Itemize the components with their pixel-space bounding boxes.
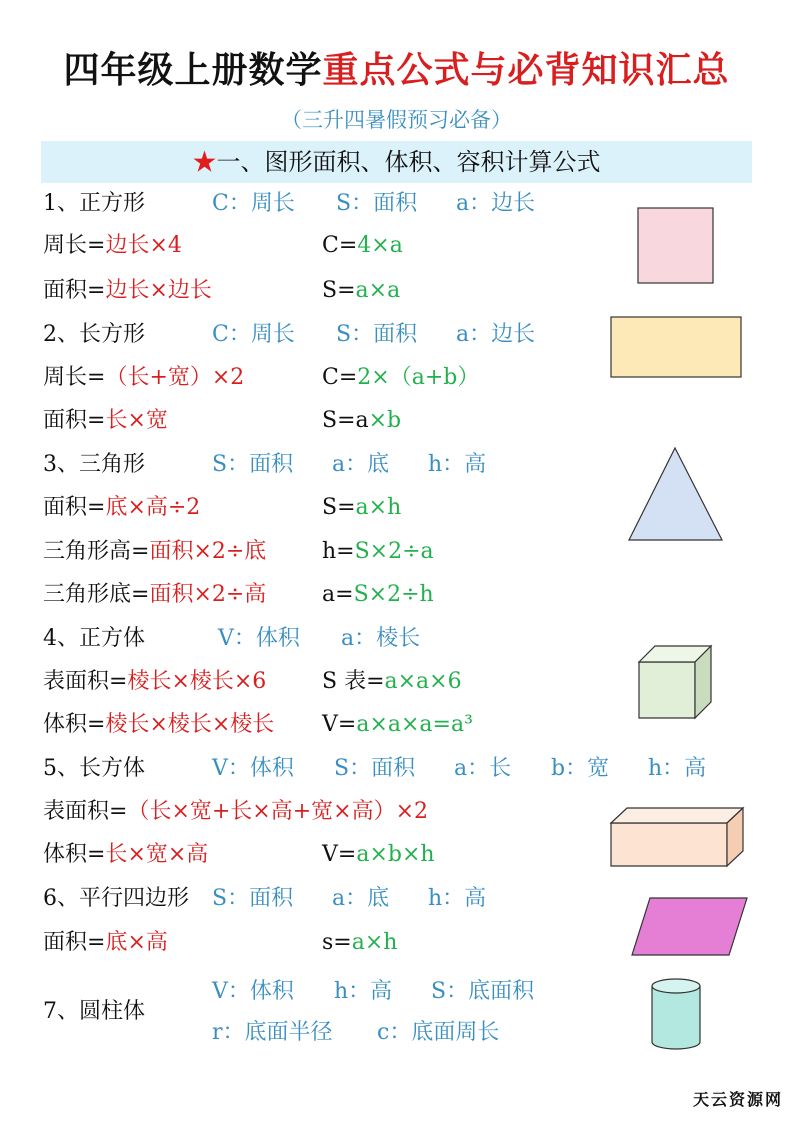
s3-r2-key: 三角形高= [43,539,150,564]
parallelogram-icon [630,896,750,958]
s4-r2-f2: a×a×a=a³ [356,712,473,737]
s1-legend-c: C：周长 [212,191,295,216]
s5-r1-key: 表面积= [43,799,128,824]
s4-r1-formula [322,667,462,697]
s5-r2-key: 体积= [43,842,106,867]
s2-r1-f1: C= [322,365,358,390]
s5-r2-f2: a×b×h [356,842,435,867]
s5-r1-value: （长×宽+长×高+宽×高）×2 [127,799,429,824]
s2-r1-f2: 2×（a+b） [357,365,480,390]
s6-name: 6、平行四边形 [43,886,189,911]
s3-r3-formula [322,580,434,610]
s3-r3-f1: a= [322,582,354,607]
s3-r2-formula [322,537,434,567]
title-red: 重点公式与必背知识汇总 [322,50,730,91]
s2-legend-c: C：周长 [212,322,295,347]
section-banner [41,141,752,183]
s2-r1-key: 周长= [43,365,106,390]
s2-r2-value: 长×宽 [105,408,168,433]
s4-r2-formula [322,710,473,740]
s2-r2-key: 面积= [43,408,106,433]
s2-r1-value: （长+宽）×2 [105,365,245,390]
s4-r1-value: 棱长×棱长×6 [127,669,267,694]
s6-legend-h: h：高 [428,886,487,911]
s7-legend-v: V：体积 [212,979,294,1004]
s3-r3-f2: S×2÷h [353,582,434,607]
cube-icon [637,642,717,722]
s5-r2-f1: V= [322,842,357,867]
s6-r1-formula [322,928,397,958]
s6-legend-s: S：面积 [212,886,294,911]
s3-legend-a: a：底 [332,452,390,477]
s4-r1-key: 表面积= [43,669,128,694]
s5-row2 [43,840,435,870]
section-label: 一、图形面积、体积、容积计算公式 [216,148,601,176]
cuboid-icon [609,806,745,870]
s4-r1-f2: a×a×6 [384,669,462,694]
s6-row1 [43,928,398,958]
square-icon [637,207,717,287]
s3-r1-f1: S= [322,495,356,520]
s4-legend-v: V：体积 [218,626,300,651]
s2-row2 [43,406,402,436]
s1-r1-f1: C= [322,233,358,258]
s1-r2-f2: a×a [355,278,401,303]
s3-r1-f2: a×h [355,495,402,520]
s6-r1-key: 面积= [43,930,106,955]
s1-row1 [43,231,403,261]
s3-r1-key: 面积= [43,495,106,520]
s5-name: 5、长方体 [43,756,145,781]
cylinder-icon [650,978,702,1052]
s2-legend-a: a：边长 [456,322,536,347]
s3-header [43,450,487,480]
s2-name: 2、长方形 [43,322,145,347]
s5-legend-s: S：面积 [334,756,416,781]
s5-row1 [43,797,428,827]
s3-r3-value: 面积×2÷高 [149,582,267,607]
s4-r1-f1: S 表= [322,669,385,694]
s1-name: 1、正方形 [43,191,145,216]
s5-legend-b: b：宽 [551,756,610,781]
s2-row1 [43,363,480,393]
s1-r1-key: 周长= [43,233,106,258]
s6-header [43,884,487,914]
watermark: 天云资源网 [692,1090,783,1109]
s1-row2 [43,276,401,306]
s2-r2-formula [322,406,401,436]
s4-header [43,624,421,654]
s4-r2-value: 棱长×棱长×棱长 [105,712,275,737]
s3-r3-key: 三角形底= [43,582,150,607]
s5-r2-formula [322,840,435,870]
s3-row2 [43,537,434,567]
s2-header [43,320,536,350]
s3-legend-h: h：高 [428,452,487,477]
s4-name: 4、正方体 [43,626,145,651]
s6-r1-value: 底×高 [105,930,168,955]
s4-legend-a: a：棱长 [341,626,421,651]
s2-r2-f2: ×b [368,408,402,433]
s5-header [43,754,707,784]
s1-header [43,189,536,219]
s4-row1 [43,667,462,697]
s6-r1-f2: a×h [351,930,398,955]
triangle-icon [627,446,725,544]
s7-legend-h: h：高 [334,979,393,1004]
s4-r2-f1: V= [322,712,357,737]
s3-name: 3、三角形 [43,452,145,477]
s3-r1-formula [322,493,401,523]
s7-legend-c: c：底面周长 [377,1020,500,1045]
s1-r2-value: 边长×边长 [105,278,212,303]
s5-r2-value: 长×宽×高 [105,842,209,867]
s7-legend-s: S：底面积 [431,979,535,1004]
s5-legend-h: h：高 [648,756,707,781]
s2-r1-formula [322,363,479,393]
star-icon: ★ [192,148,217,176]
s3-row1 [43,493,402,523]
s3-r2-f2: S×2÷a [354,539,434,564]
s3-r2-value: 面积×2÷底 [149,539,267,564]
s1-legend-a: a：边长 [456,191,536,216]
s4-row2 [43,710,473,740]
title-black: 四年级上册数学 [63,50,323,91]
s7-name: 7、圆柱体 [43,999,145,1024]
s1-r2-f1: S= [322,278,356,303]
s1-r1-f2: 4×a [357,233,403,258]
s3-r2-f1: h= [322,539,355,564]
s4-r2-key: 体积= [43,712,106,737]
s3-row3 [43,580,434,610]
subtitle: （三升四暑假预习必备） [281,108,512,132]
s6-r1-f1: s= [322,930,352,955]
s1-legend-s: S：面积 [336,191,418,216]
s1-r1-value: 边长×4 [105,233,182,258]
s3-r1-value: 底×高÷2 [105,495,201,520]
s1-r2-formula [322,276,400,306]
s5-legend-v: V：体积 [212,756,294,781]
s1-r1-formula [322,231,403,261]
s2-legend-s: S：面积 [336,322,418,347]
s7-legend-r: r：底面半径 [212,1020,333,1045]
s3-legend-s: S：面积 [212,452,294,477]
s5-legend-a: a：长 [454,756,512,781]
page-title [0,42,793,93]
s6-legend-a: a：底 [332,886,390,911]
s1-r2-key: 面积= [43,278,106,303]
s2-r2-f1: S=a [322,408,369,433]
rectangle-icon [610,316,744,380]
